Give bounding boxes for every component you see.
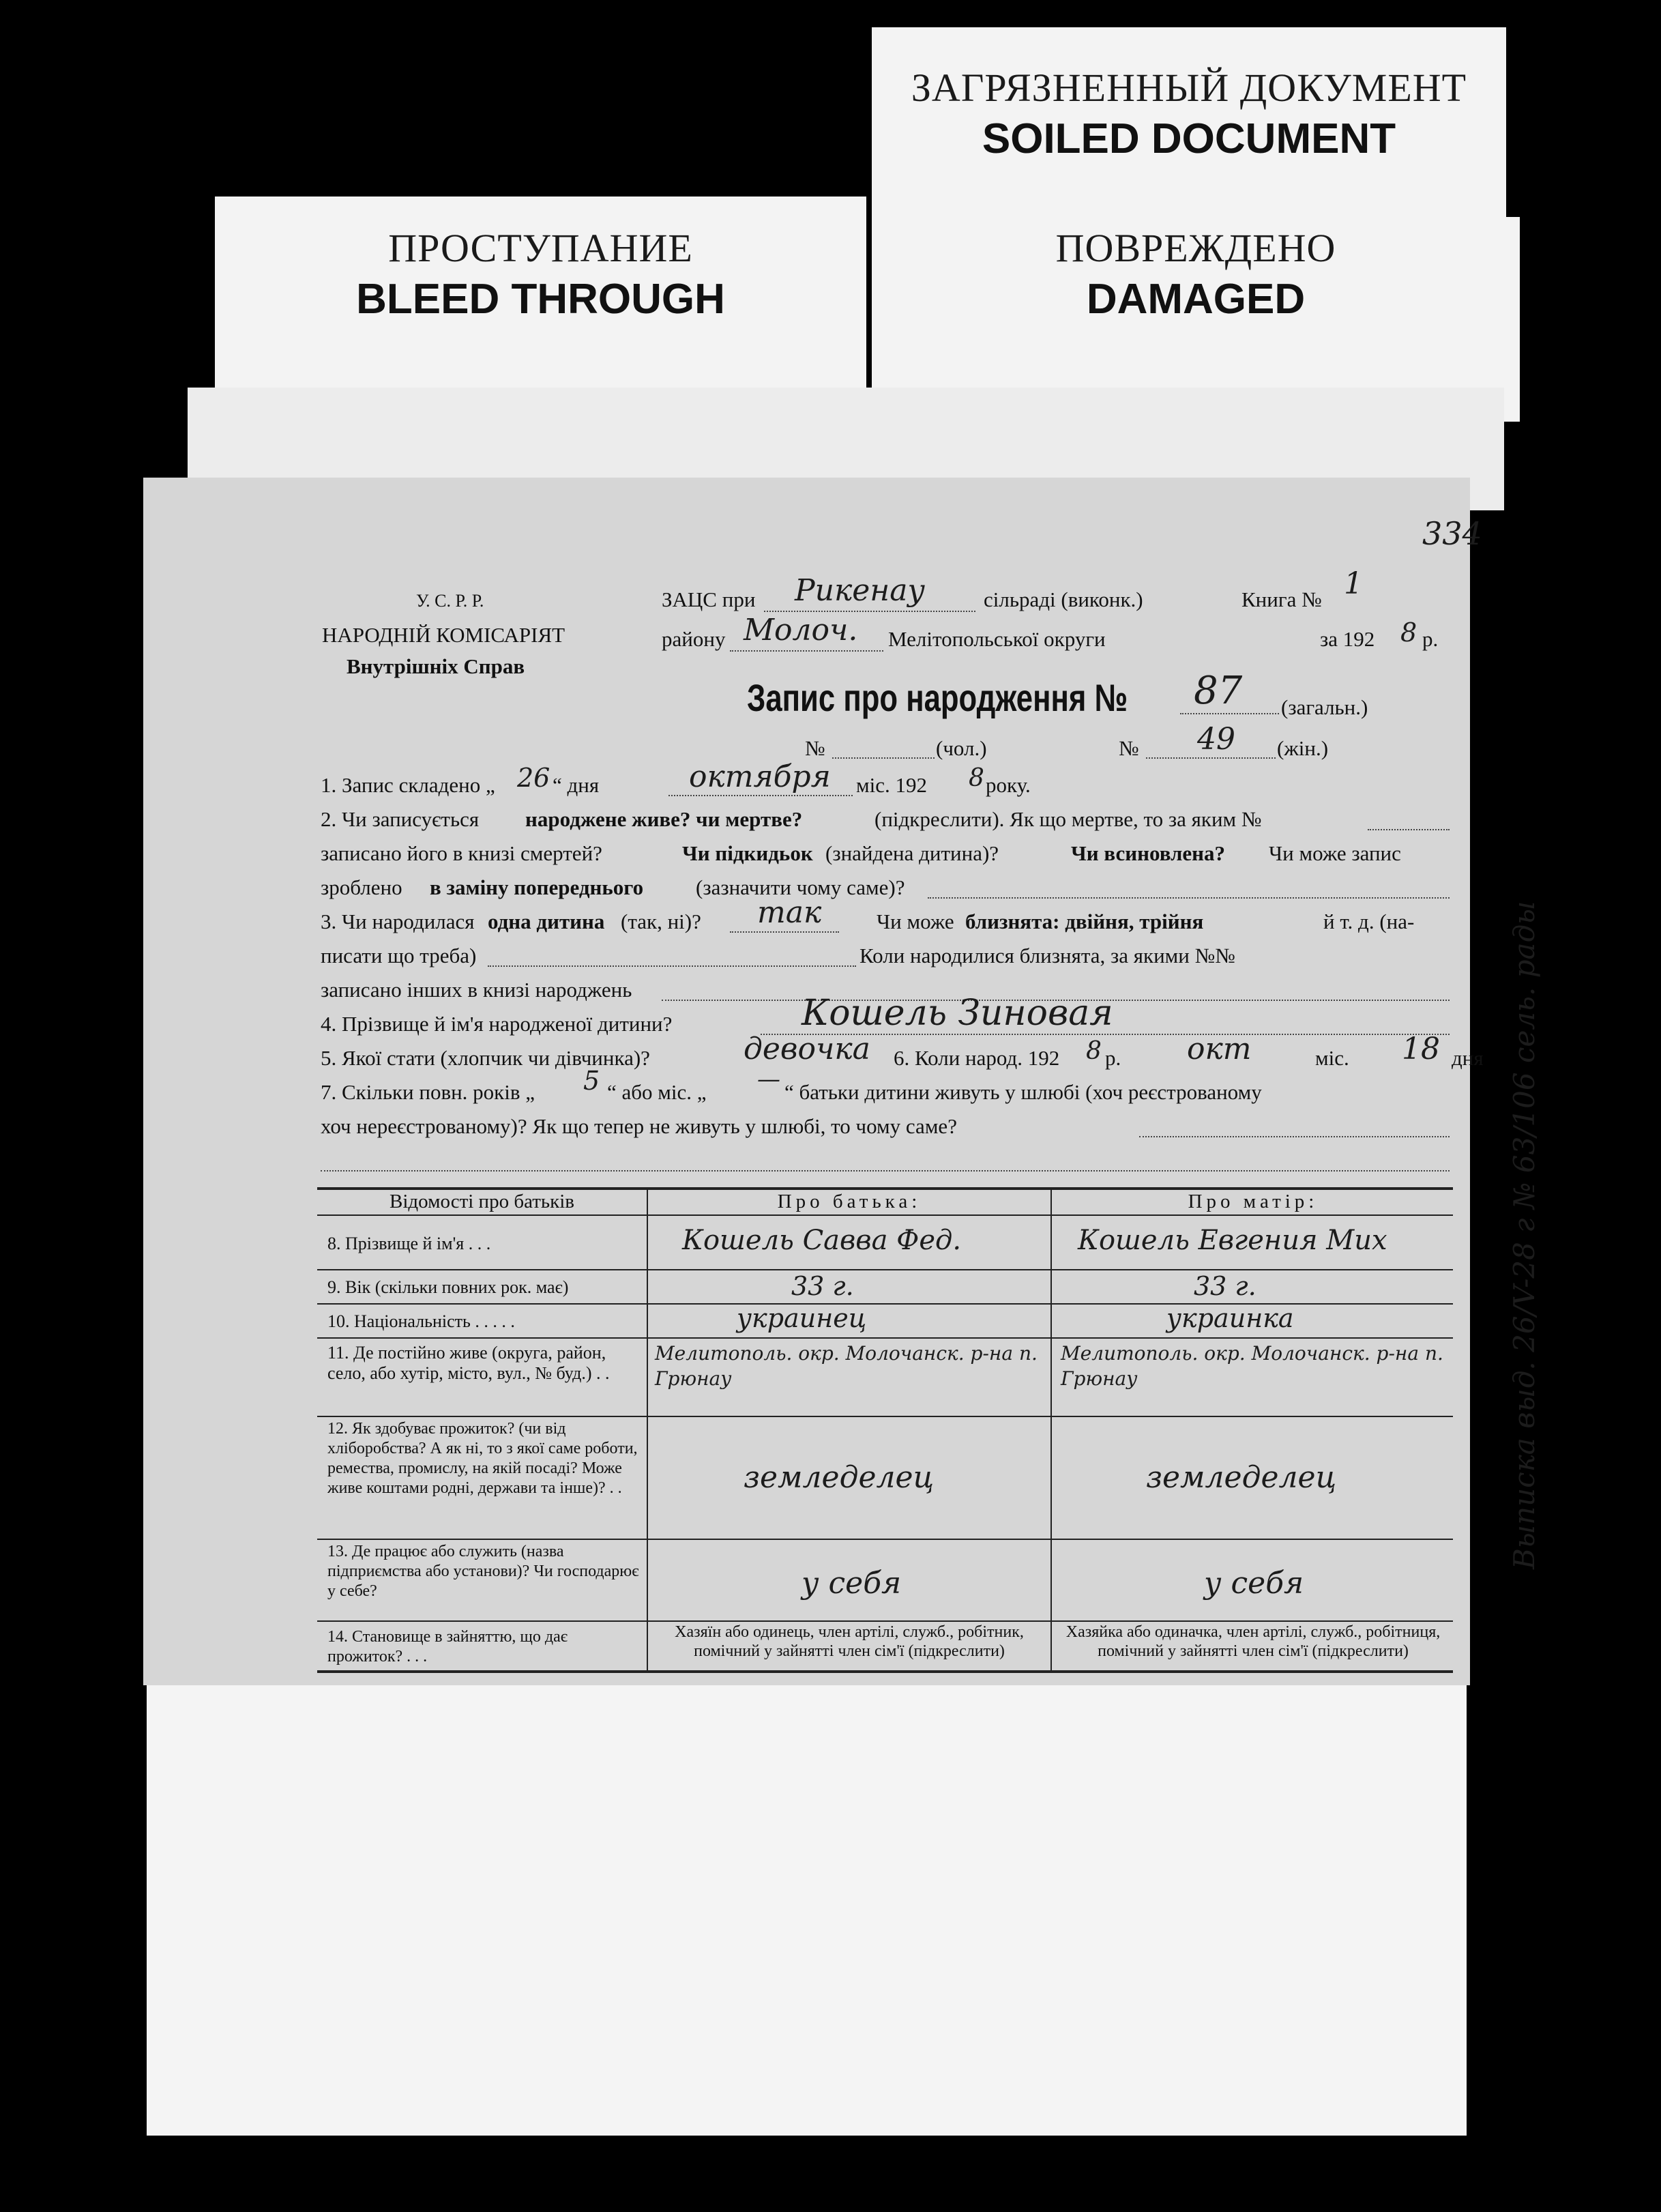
q1-year: 8: [969, 764, 984, 792]
row-9-father: 33 г.: [791, 1271, 854, 1301]
col-mother-header: Про матір:: [1188, 1191, 1319, 1212]
q7-label: 7. Скільки повн. років „: [321, 1080, 535, 1104]
row-10-mother: украинка: [1166, 1303, 1294, 1333]
q1-label: 1. Запис складено „: [321, 773, 495, 797]
row-11-mother: Мелитополь. окр. Молочанск. р-на п. Грюнау: [1061, 1342, 1443, 1390]
row-11-label: 11. Де постійно живе (округа, район, село, або хутір, місто, вул., № буд.) . .: [327, 1343, 610, 1383]
male-no-dots: [832, 757, 935, 759]
q2-line4-a: зроблено: [321, 875, 402, 899]
row-12-mother: земледелец: [1146, 1460, 1337, 1495]
row-14-label: 14. Становище в зайняттю, що дає прожиток? . . .: [327, 1628, 568, 1665]
row-8-father: Кошель Саввa Фед.: [682, 1225, 962, 1256]
bleed-through-target: [215, 197, 866, 415]
q3-line7-a: записано інших в книзі народжень: [321, 978, 632, 1002]
year-digit: 8: [1400, 617, 1417, 647]
q2-line3-b: Чи підкидьок: [682, 841, 813, 865]
q7-rest: “ батьки дитини живуть у шлюбі (хоч реєстрованому: [784, 1080, 1262, 1104]
q3-f: й т. д. (на-: [1323, 909, 1415, 933]
birth-record-form: [143, 478, 1541, 1685]
q6-month: окт: [1187, 1032, 1252, 1066]
row-13-mother: у себя: [1204, 1566, 1304, 1601]
q7-months-label: “ або міс. „: [607, 1080, 707, 1104]
q3-e: близнята: двійня, трійня: [965, 909, 1204, 933]
q2-dots: [1368, 829, 1450, 830]
table-border-bottom: [317, 1670, 1453, 1673]
q3-b: одна дитина: [488, 909, 605, 933]
record-number-dots: [1180, 713, 1279, 714]
soiled-en-label: SOILED DOCUMENT: [982, 115, 1396, 162]
q3-line6-b: Коли народилися близнята, за якими №№: [859, 944, 1235, 967]
q6-month-label: міс.: [1315, 1046, 1349, 1070]
table-row-line: [317, 1620, 1453, 1622]
okrugy-label: Мелітопольської округи: [888, 627, 1106, 651]
commissariat-label: НАРОДНІЙ КОМІСАРІЯТ: [322, 623, 565, 647]
table-col-divider: [647, 1187, 648, 1670]
q6-day-label: дня: [1452, 1046, 1484, 1070]
q2-line3-d: Чи всиновлена?: [1071, 841, 1226, 865]
general-label: (загальн.): [1281, 695, 1368, 719]
table-row-line: [317, 1337, 1453, 1339]
q7-years: 5: [583, 1066, 600, 1096]
male-no-label: №: [805, 736, 825, 760]
q2-line4-b: в заміну попереднього: [430, 875, 644, 899]
q2-b: народжене живе? чи мертве?: [525, 807, 803, 831]
record-number: 87: [1194, 669, 1243, 713]
q7-line3-dots: [321, 1170, 1450, 1172]
q1-day: 26: [517, 763, 550, 793]
row-14-father: Хазяїн або одинець, член артілі, служб., робітник, помічний у зайнятті член сім'ї (підкреслити): [675, 1623, 1024, 1660]
q4-child-name: Кошель Зиновая: [802, 993, 1113, 1034]
table-row-line: [317, 1539, 1453, 1540]
q2-a: 2. Чи записується: [321, 807, 480, 831]
soiled-ru-label: ЗАГРЯЗНЕННЫЙ ДОКУМЕНТ: [911, 66, 1467, 110]
book-number: 1: [1344, 566, 1363, 601]
row-10-label: 10. Національність . . . . .: [327, 1311, 515, 1331]
table-row-line: [317, 1269, 1453, 1270]
q2-line3-c: (знайдена дитина)?: [825, 841, 999, 865]
year-end: р.: [1422, 627, 1439, 651]
q3-line6-a: писати що треба): [321, 944, 477, 967]
row-8-label: 8. Прізвище й ім'я . . .: [327, 1234, 491, 1253]
q6-day: 18: [1402, 1032, 1440, 1066]
row-12-label: 12. Як здобуває прожиток? (чи від хліборобства? А як ні, то з якої саме роботи, ремества, промислу, на якій посаді? Може живе коштами родні, держави та інше)? . .: [327, 1420, 638, 1497]
q6-year: 8: [1086, 1037, 1102, 1065]
q7-line2: хоч нереєстрованому)? Як що тепер не живуть у шлюбі, то чому саме?: [321, 1114, 957, 1138]
q2-line4-dots: [928, 897, 1450, 899]
q1-month: октября: [689, 759, 831, 794]
col-parents-header: Відомості про батьків: [389, 1191, 574, 1212]
q2-line3-e: Чи може запис: [1269, 841, 1401, 865]
q3-dots: [730, 931, 839, 933]
year-prefix: за 192: [1320, 627, 1375, 651]
q7-months: —: [757, 1066, 780, 1093]
female-no-dots: [1146, 757, 1276, 759]
q5-label: 5. Якої стати (хлопчик чи дівчинка)?: [321, 1046, 650, 1070]
q2-line4-c: (зазначити чому саме)?: [696, 875, 905, 899]
damaged-en-label: DAMAGED: [1086, 276, 1306, 323]
zags-value: Рикенау: [795, 573, 925, 608]
row-12-father: земледелец: [744, 1460, 935, 1495]
male-label: (чол.): [936, 736, 987, 760]
q6-label: 6. Коли народ. 192: [894, 1046, 1060, 1070]
q6-year-end: р.: [1105, 1046, 1121, 1070]
q3-c: (так, ні)?: [621, 909, 701, 933]
table-col-divider: [1050, 1187, 1052, 1670]
damaged-ru-label: ПОВРЕЖДЕНО: [1055, 226, 1336, 270]
margin-note: Выписка выд. 26/V-28 г № 63/106 сель. рады: [1508, 901, 1541, 1569]
female-no-value: 49: [1197, 722, 1235, 757]
row-11-father: Мелитополь. окр. Молочанск. р-на п. Грюнау: [655, 1342, 1038, 1390]
q5-sex: девочка: [744, 1032, 870, 1066]
record-title: Запис про народження №: [747, 676, 1128, 719]
book-label: Книга №: [1241, 587, 1322, 611]
q1-year-prefix: міс. 192: [856, 773, 927, 797]
row-14-mother: Хазяйка або одиначка, член артілі, служб., робітниця, помічний у зайнятті член сім'ї (підкреслити): [1065, 1623, 1441, 1660]
page-number: 334: [1422, 515, 1482, 552]
q1-month-dots: [668, 795, 853, 796]
silradi-label: сільраді (виконк.): [984, 587, 1143, 611]
q7-line2-dots: [1139, 1136, 1450, 1137]
rayon-value: Молоч.: [744, 613, 858, 647]
col-father-header: Про батька:: [777, 1191, 922, 1212]
q3-d: Чи може: [877, 909, 954, 933]
soiled-document-target: [872, 27, 1506, 225]
row-9-mother: 33 г.: [1194, 1271, 1256, 1301]
row-10-father: украинец: [737, 1303, 867, 1333]
row-13-label: 13. Де працює або служить (назва підприємства або установи)? Чи господарює у себе?: [327, 1543, 639, 1600]
q2-line3-a: записано його в книзі смертей?: [321, 841, 602, 865]
rayon-dots: [730, 650, 883, 652]
row-8-mother: Кошель Евгения Мих: [1078, 1225, 1387, 1256]
q2-c: (підкреслити). Як що мертве, то за яким №: [874, 807, 1262, 831]
table-header-line: [317, 1214, 1453, 1216]
row-9-label: 9. Вік (скільки повних рок. має): [327, 1277, 569, 1297]
table-row-line: [317, 1416, 1453, 1417]
bleed-en-label: BLEED THROUGH: [356, 276, 725, 323]
zags-label: ЗАЦС при: [662, 587, 756, 611]
q1-day-suffix: “ дня: [553, 773, 600, 797]
female-label: (жін.): [1277, 736, 1329, 760]
q3-a: 3. Чи народилася: [321, 909, 475, 933]
zags-dots: [764, 611, 975, 612]
table-border-top: [317, 1187, 1453, 1190]
row-13-father: у себя: [802, 1566, 902, 1601]
q3-line6-dots: [488, 965, 856, 967]
q4-label: 4. Прізвище й ім'я народженої дитини?: [321, 1012, 673, 1036]
bleed-ru-label: ПРОСТУПАНИЕ: [388, 226, 693, 270]
female-no-label: №: [1119, 736, 1139, 760]
ussr-label: У. С. Р. Р.: [416, 591, 484, 611]
q1-year-end: року.: [986, 773, 1031, 797]
rayon-label: району: [662, 627, 726, 651]
internal-affairs-label: Внутрішніх Справ: [347, 654, 525, 678]
q3-value: так: [757, 895, 822, 930]
